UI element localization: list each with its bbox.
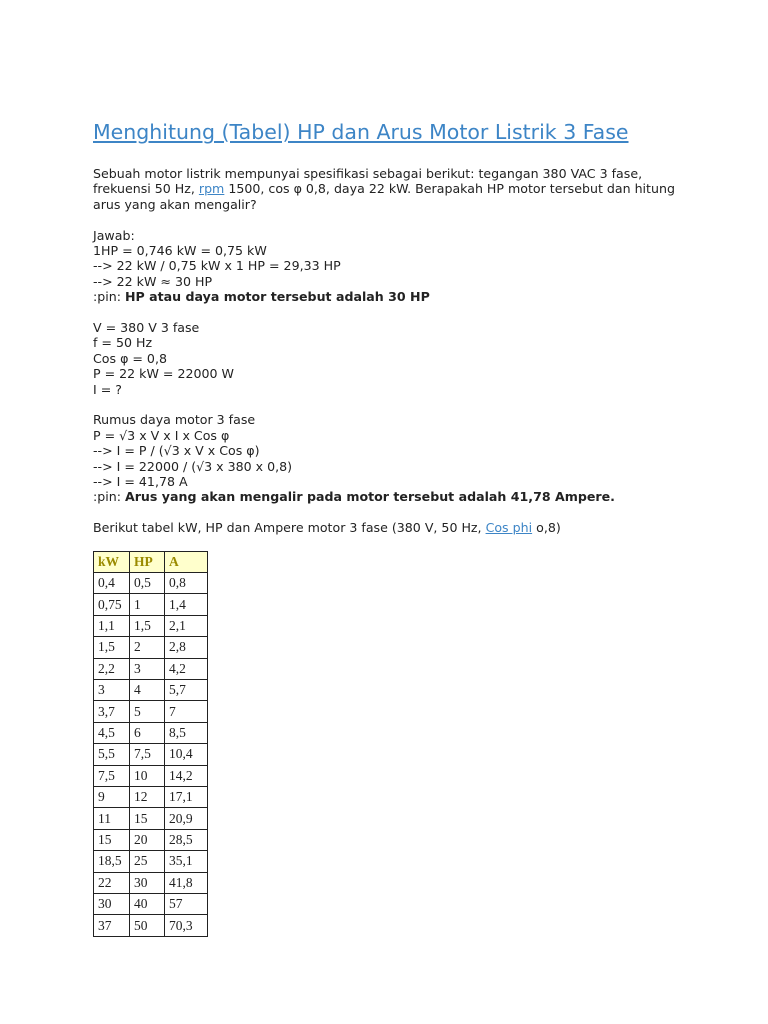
cos-phi-link[interactable]: Cos phi [485,520,533,536]
cell-a: 5,7 [165,680,208,701]
hp-result [93,289,693,304]
cell-a: 17,1 [165,786,208,807]
given-line: V = 380 V 3 fase [93,320,200,336]
formula-line: --> I = 22000 / (√3 x 380 x 0,8) [93,458,293,474]
cell-a: 4,2 [165,658,208,679]
cell-kw: 15 [94,829,130,850]
table-intro-text-2: o,8) [532,520,561,536]
rpm-link[interactable]: rpm [198,181,225,197]
table-row [94,744,208,765]
column-header-hp: HP [130,551,165,572]
cell-hp: 1,5 [130,615,165,636]
cell-kw: 9 [94,786,130,807]
cell-hp: 6 [130,722,165,743]
cell-kw: 30 [94,893,130,914]
column-header-kw: kW [94,551,130,572]
cell-kw: 3 [94,680,130,701]
cell-hp: 20 [130,829,165,850]
cell-hp: 7,5 [130,744,165,765]
cell-hp: 1 [130,594,165,615]
table-row [94,658,208,679]
cell-a: 70,3 [165,915,208,936]
cell-a: 28,5 [165,829,208,850]
table-row [94,851,208,872]
pin-prefix: :pin: [93,289,125,305]
table-row [94,765,208,786]
cell-a: 1,4 [165,594,208,615]
table-row [94,808,208,829]
table-row [94,786,208,807]
cell-kw: 3,7 [94,701,130,722]
article-title[interactable]: Menghitung (Tabel) HP dan Arus Motor Listrik 3 Fase [93,120,629,144]
cell-kw: 18,5 [94,851,130,872]
column-header-a: A [165,551,208,572]
cell-kw: 1,1 [94,615,130,636]
table-row [94,701,208,722]
table-intro [93,520,693,535]
intro-text-2: 1500, cos φ 0,8, daya 22 kW. Berapakah HP motor tersebut dan hitung arus yang akan mengalir? [93,181,675,212]
hp-calc-line: 1HP = 0,746 kW = 0,75 kW [93,243,267,259]
cell-hp: 0,5 [130,573,165,594]
cell-kw: 0,75 [94,594,130,615]
intro-paragraph [93,166,693,212]
cell-kw: 1,5 [94,637,130,658]
table-row [94,594,208,615]
cell-hp: 15 [130,808,165,829]
cell-hp: 12 [130,786,165,807]
formula-line: --> I = P / (√3 x V x Cos φ) [93,443,260,459]
cell-a: 2,8 [165,637,208,658]
table-row [94,573,208,594]
cell-a: 8,5 [165,722,208,743]
table-row [94,872,208,893]
cell-hp: 5 [130,701,165,722]
formula-line: Rumus daya motor 3 fase [93,412,256,428]
cell-kw: 22 [94,872,130,893]
cell-a: 35,1 [165,851,208,872]
table-intro-text-1: Berikut tabel kW, HP dan Ampere motor 3 fase (380 V, 50 Hz, [93,520,486,536]
current-result-text: Arus yang akan mengalir pada motor tersebut adalah 41,78 Ampere. [124,489,615,505]
cell-kw: 5,5 [94,744,130,765]
cell-a: 10,4 [165,744,208,765]
cell-a: 0,8 [165,573,208,594]
cell-a: 20,9 [165,808,208,829]
cell-kw: 0,4 [94,573,130,594]
cell-a: 57 [165,893,208,914]
given-line: P = 22 kW = 22000 W [93,366,235,382]
cell-a: 41,8 [165,872,208,893]
pin-prefix: :pin: [93,489,125,505]
formula-line: P = √3 x V x I x Cos φ [93,427,230,443]
cell-kw: 7,5 [94,765,130,786]
current-result [93,489,693,504]
cell-a: 2,1 [165,615,208,636]
cell-kw: 2,2 [94,658,130,679]
table-header-row [94,551,208,572]
cell-hp: 2 [130,637,165,658]
article [93,118,693,937]
hp-calc-line: --> 22 kW ≈ 30 HP [93,273,213,289]
table-row [94,680,208,701]
cell-kw: 37 [94,915,130,936]
formula-line: --> I = 41,78 A [93,474,188,490]
motor-table [93,551,208,937]
given-line: f = 50 Hz [93,335,153,351]
cell-hp: 3 [130,658,165,679]
table-row [94,829,208,850]
cell-hp: 25 [130,851,165,872]
cell-kw: 4,5 [94,722,130,743]
cell-a: 14,2 [165,765,208,786]
cell-kw: 11 [94,808,130,829]
table-row [94,722,208,743]
table-row [94,637,208,658]
table-row [94,893,208,914]
cell-a: 7 [165,701,208,722]
intro-text-1: Sebuah motor listrik mempunyai spesifikasi sebagai berikut: tegangan 380 VAC 3 fase, frekuensi 50 Hz, [93,166,643,197]
table-row [94,615,208,636]
cell-hp: 50 [130,915,165,936]
answer-label: Jawab: [93,227,135,243]
hp-result-text: HP atau daya motor tersebut adalah 30 HP [124,289,430,305]
cell-hp: 40 [130,893,165,914]
cell-hp: 4 [130,680,165,701]
cell-hp: 30 [130,872,165,893]
given-line: Cos φ = 0,8 [93,350,167,366]
cell-hp: 10 [130,765,165,786]
table-row [94,915,208,936]
hp-calc-line: --> 22 kW / 0,75 kW x 1 HP = 29,33 HP [93,258,341,274]
given-line: I = ? [93,381,122,397]
